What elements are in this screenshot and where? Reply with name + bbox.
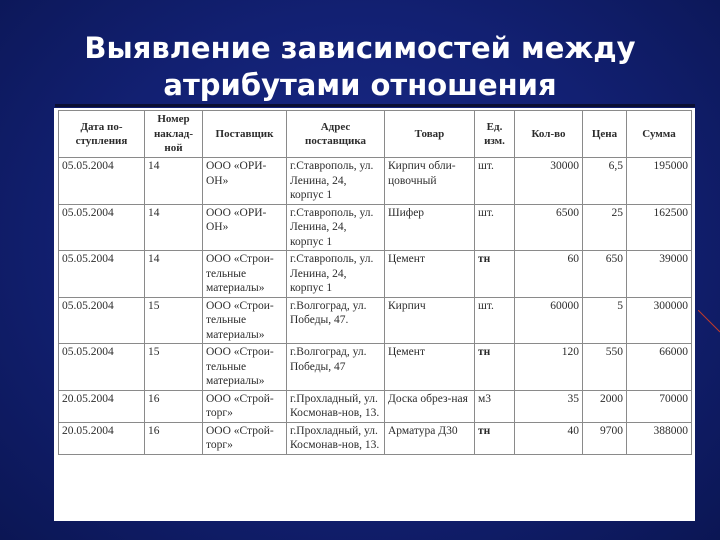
col-header-invoice-number: Номер наклад-ной xyxy=(145,111,203,158)
cell-invoice-number: 14 xyxy=(145,251,203,298)
cell-quantity: 60 xyxy=(515,251,583,298)
cell-price: 650 xyxy=(583,251,627,298)
col-header-unit: Ед. изм. xyxy=(475,111,515,158)
cell-date: 05.05.2004 xyxy=(59,158,145,205)
cell-sum: 66000 xyxy=(627,344,692,391)
table-row xyxy=(59,422,692,454)
cell-supplier: ООО «ОРИ-ОН» xyxy=(203,204,287,251)
cell-sum: 300000 xyxy=(627,297,692,344)
col-header-supplier: Поставщик xyxy=(203,111,287,158)
cell-quantity: 40 xyxy=(515,422,583,454)
cell-supplier: ООО «Строи-тельные материалы» xyxy=(203,344,287,391)
cell-supplier: ООО «ОРИ-ОН» xyxy=(203,158,287,205)
cell-invoice-number: 14 xyxy=(145,204,203,251)
cell-quantity: 120 xyxy=(515,344,583,391)
cell-sum: 195000 xyxy=(627,158,692,205)
cell-supplier: ООО «Строи-тельные материалы» xyxy=(203,297,287,344)
cell-date: 05.05.2004 xyxy=(59,344,145,391)
cell-quantity: 35 xyxy=(515,390,583,422)
cell-unit: тн xyxy=(475,344,515,391)
col-header-sum: Сумма xyxy=(627,111,692,158)
slide-title-line-1: Выявление зависимостей между xyxy=(84,31,636,65)
col-header-price: Цена xyxy=(583,111,627,158)
cell-supplier: ООО «Строй-торг» xyxy=(203,422,287,454)
cell-sum: 39000 xyxy=(627,251,692,298)
cell-unit: тн xyxy=(475,422,515,454)
cell-price: 2000 xyxy=(583,390,627,422)
cell-supplier-address: г.Ставрополь, ул. Ленина, 24, корпус 1 xyxy=(287,251,385,298)
table-row xyxy=(59,344,692,391)
cell-sum: 388000 xyxy=(627,422,692,454)
cell-date: 05.05.2004 xyxy=(59,251,145,298)
cell-price: 6,5 xyxy=(583,158,627,205)
cell-quantity: 30000 xyxy=(515,158,583,205)
cell-supplier-address: г.Прохладный, ул. Космонав-нов, 13. xyxy=(287,390,385,422)
table-row xyxy=(59,158,692,205)
cell-price: 5 xyxy=(583,297,627,344)
cell-date: 20.05.2004 xyxy=(59,422,145,454)
cell-product: Арматура Д30 xyxy=(385,422,475,454)
title-divider xyxy=(55,104,695,107)
cell-supplier-address: г.Волгоград, ул. Победы, 47 xyxy=(287,344,385,391)
table-row xyxy=(59,251,692,298)
cell-quantity: 60000 xyxy=(515,297,583,344)
cell-unit: шт. xyxy=(475,297,515,344)
cell-date: 05.05.2004 xyxy=(59,204,145,251)
cell-price: 9700 xyxy=(583,422,627,454)
cell-supplier-address: г.Ставрополь, ул. Ленина, 24, корпус 1 xyxy=(287,204,385,251)
cell-price: 550 xyxy=(583,344,627,391)
cell-unit: тн xyxy=(475,251,515,298)
col-header-supplier-address: Адрес поставщика xyxy=(287,111,385,158)
cell-invoice-number: 14 xyxy=(145,158,203,205)
cell-invoice-number: 15 xyxy=(145,297,203,344)
table-header-row xyxy=(59,111,692,158)
goods-receipt-table xyxy=(58,110,692,455)
cell-product: Цемент xyxy=(385,344,475,391)
cell-date: 05.05.2004 xyxy=(59,297,145,344)
table-row xyxy=(59,204,692,251)
cell-price: 25 xyxy=(583,204,627,251)
table-row xyxy=(59,390,692,422)
cell-product: Шифер xyxy=(385,204,475,251)
col-header-quantity: Кол-во xyxy=(515,111,583,158)
cell-sum: 70000 xyxy=(627,390,692,422)
table-row xyxy=(59,297,692,344)
cell-quantity: 6500 xyxy=(515,204,583,251)
cell-supplier: ООО «Строй-торг» xyxy=(203,390,287,422)
cell-date: 20.05.2004 xyxy=(59,390,145,422)
cell-invoice-number: 15 xyxy=(145,344,203,391)
cell-supplier-address: г.Прохладный, ул. Космонав-нов, 13. xyxy=(287,422,385,454)
cell-product: Доска обрез-ная xyxy=(385,390,475,422)
slide-title-line-2: атрибутами отношения xyxy=(163,68,557,102)
cell-unit: м3 xyxy=(475,390,515,422)
cell-sum: 162500 xyxy=(627,204,692,251)
cell-supplier: ООО «Строи-тельные материалы» xyxy=(203,251,287,298)
slide-title xyxy=(60,30,660,104)
cell-product: Кирпич xyxy=(385,297,475,344)
col-header-date: Дата по-ступления xyxy=(59,111,145,158)
cell-product: Цемент xyxy=(385,251,475,298)
cell-supplier-address: г.Волгоград, ул. Победы, 47. xyxy=(287,297,385,344)
cell-unit: шт. xyxy=(475,158,515,205)
cell-product: Кирпич обли-цовочный xyxy=(385,158,475,205)
cell-unit: шт. xyxy=(475,204,515,251)
cell-invoice-number: 16 xyxy=(145,422,203,454)
table-image xyxy=(54,108,695,521)
cell-supplier-address: г.Ставрополь, ул. Ленина, 24, корпус 1 xyxy=(287,158,385,205)
decorative-line xyxy=(698,310,720,340)
col-header-product: Товар xyxy=(385,111,475,158)
cell-invoice-number: 16 xyxy=(145,390,203,422)
